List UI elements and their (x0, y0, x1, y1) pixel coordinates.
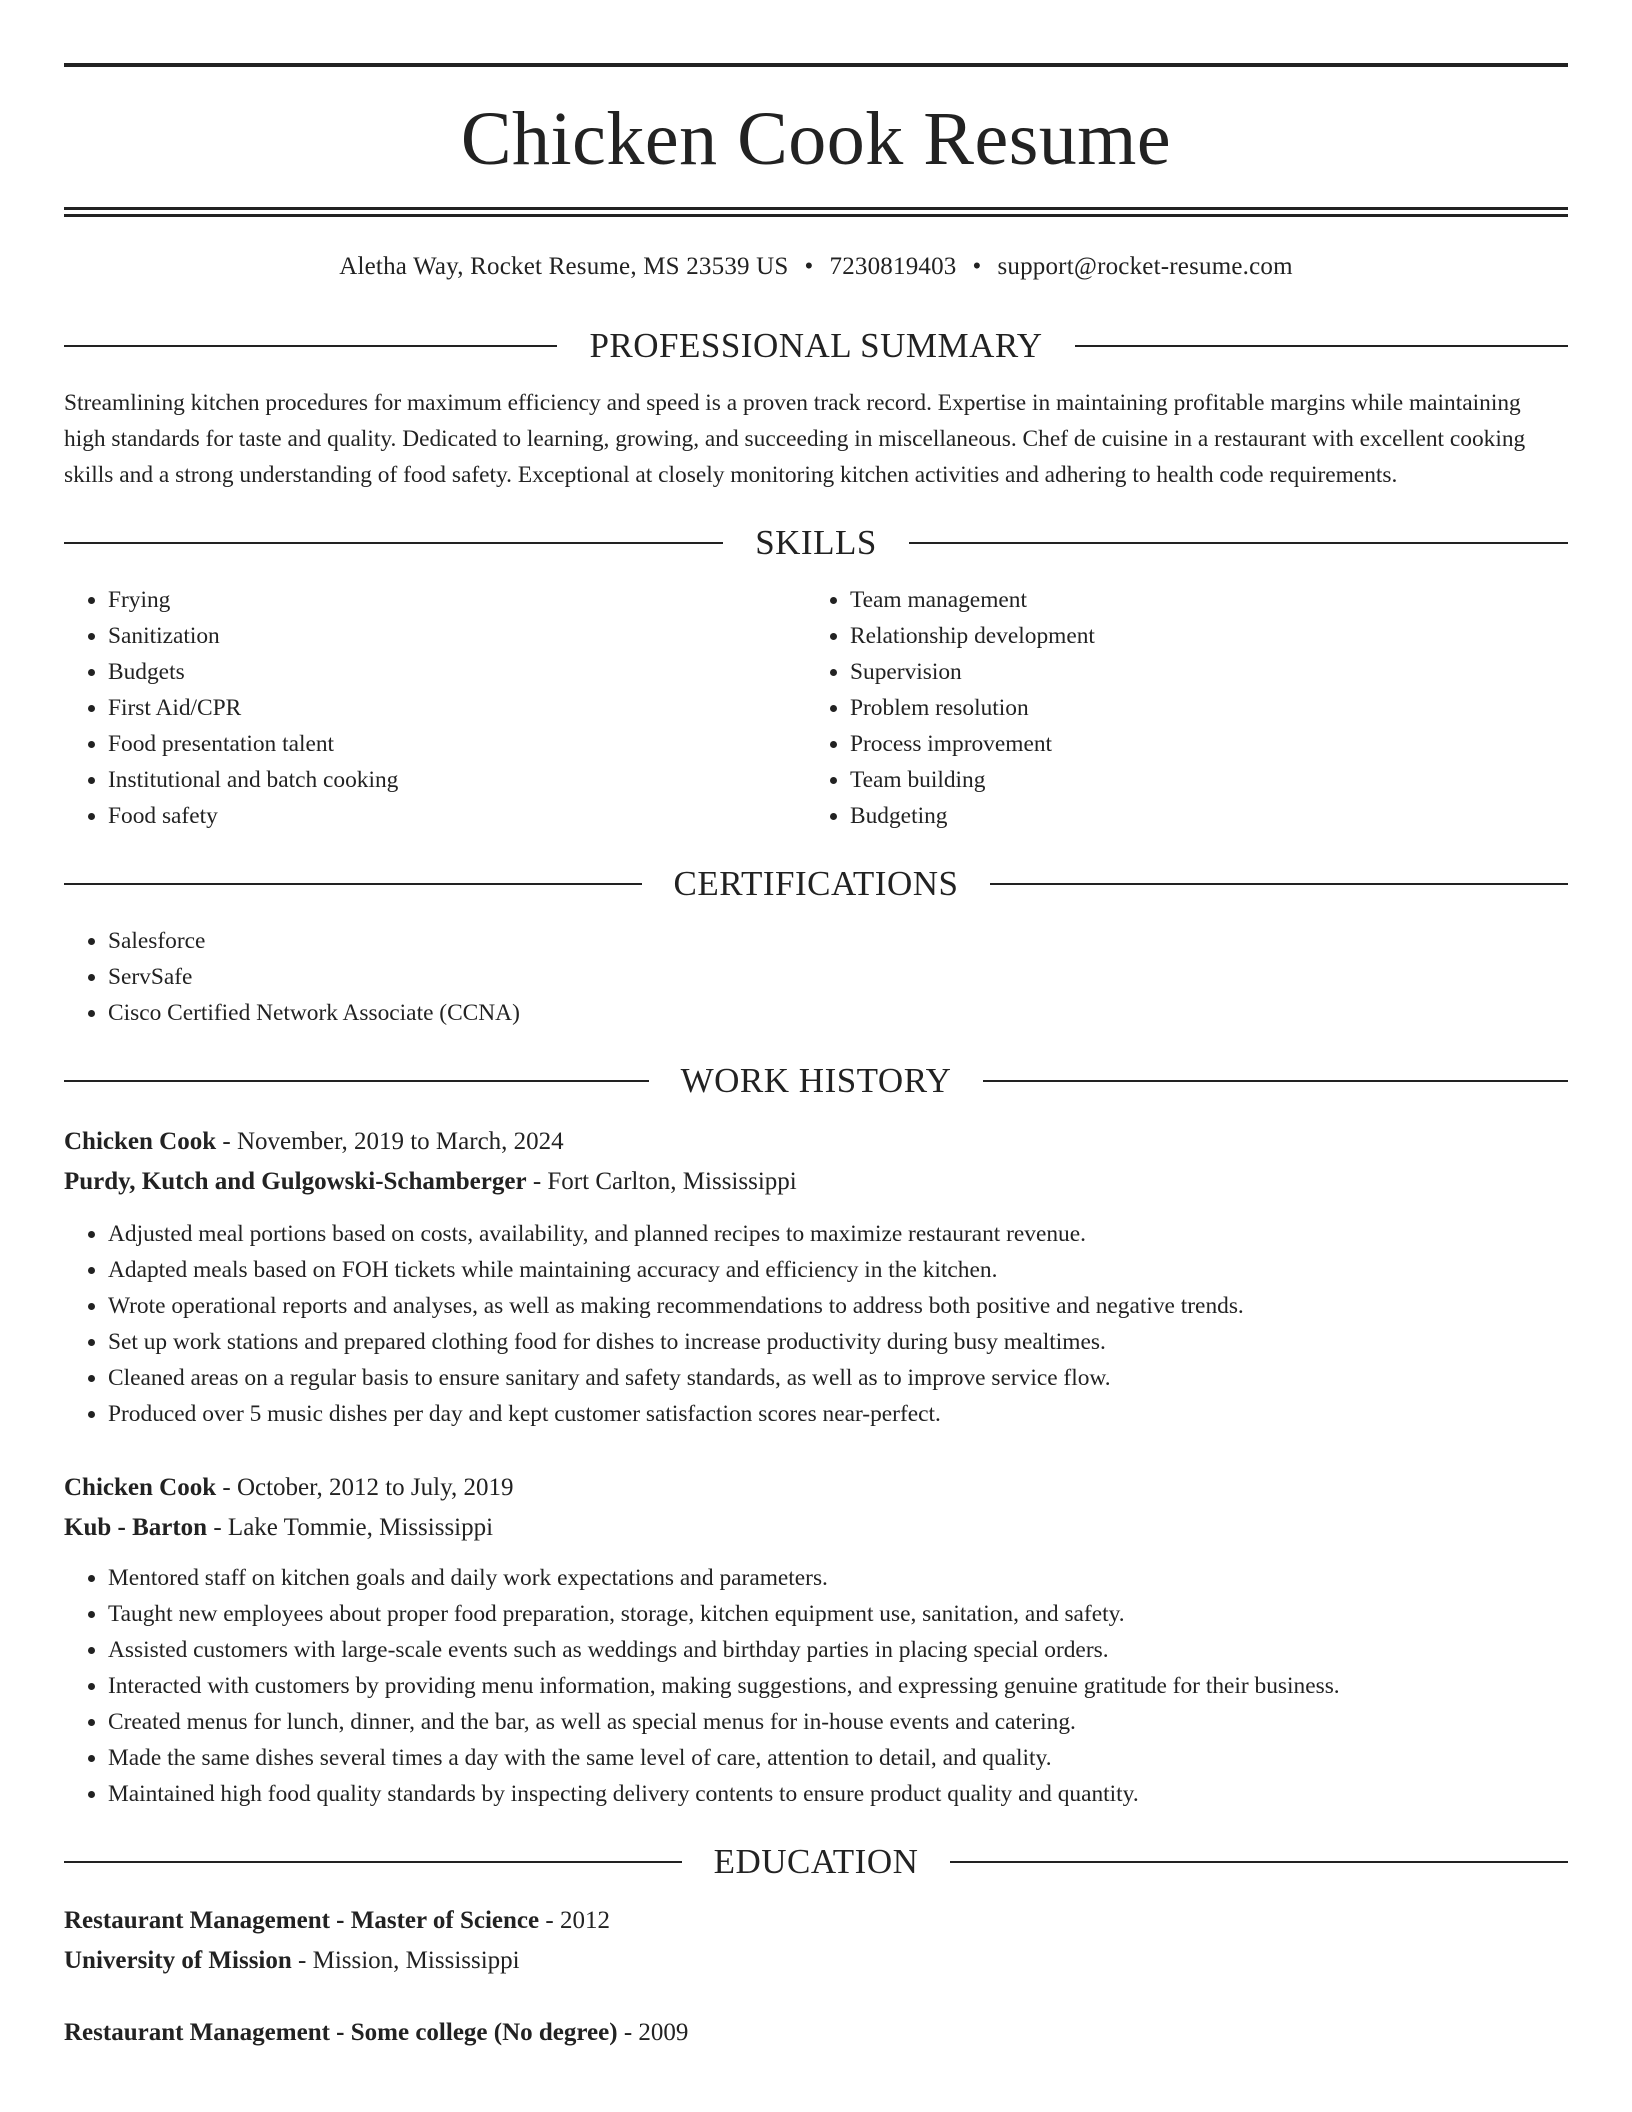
list-item: • ServSafe (108, 959, 1568, 995)
top-rule (64, 63, 1568, 67)
education-school: University of Mission (64, 1947, 292, 1974)
summary-text: Streamlining kitchen procedures for maximum efficiency and speed is a proven track record. Expertise in maintaining profitable margins while maintaining high standards for taste and quality. Dedicated to learning, growing, and succeeding in miscellaneous. Chef de cuisine in a restaurant with excellent cooking skills and a strong understanding of food safety. Exceptional at closely monitoring kitchen activities and adhering to health code requirements. (64, 390, 1526, 488)
section-title: CERTIFICATIONS (673, 864, 959, 903)
section-rule-right (1075, 345, 1568, 347)
education-year: - 2009 (617, 2019, 689, 2046)
list-item: • Maintained high food quality standards by inspecting delivery contents to ensure product quality and quantity. (108, 1776, 1568, 1812)
section-rule-left (64, 542, 723, 544)
job-bullets (64, 1216, 1568, 1432)
list-item: • Supervision (850, 654, 1548, 690)
job-company: Purdy, Kutch and Gulgowski-Schamberger (64, 1168, 527, 1195)
title-double-rule (64, 207, 1568, 217)
list-item: • Produced over 5 music dishes per day and kept customer satisfaction scores near-perfect. (108, 1396, 1568, 1432)
section-rule-right (983, 1080, 1568, 1082)
job-dates: - October, 2012 to July, 2019 (216, 1474, 514, 1501)
list-item: • Assisted customers with large-scale events such as weddings and birthday parties in placing special orders. (108, 1632, 1568, 1668)
section-rule-left (64, 345, 557, 347)
list-item: • Cisco Certified Network Associate (CCNA) (108, 995, 1568, 1031)
skills-grid (64, 582, 1568, 834)
section-header-skills (64, 525, 1568, 560)
education-degree-line (64, 1901, 1568, 1941)
job-title: Chicken Cook (64, 1474, 217, 1501)
certifications-list (64, 923, 1568, 1031)
section-title: PROFESSIONAL SUMMARY (589, 326, 1043, 365)
education-school-line (64, 1941, 1568, 1981)
job-company: Kub - Barton (64, 1514, 208, 1541)
section-header-education (64, 1844, 1568, 1879)
list-item: • Budgets (108, 654, 806, 690)
section-header-certifications (64, 866, 1568, 901)
list-item: • Created menus for lunch, dinner, and the bar, as well as special menus for in-house events and catering. (108, 1704, 1568, 1740)
list-item: • Cleaned areas on a regular basis to ensure sanitary and safety standards, as well as to improve service flow. (108, 1360, 1568, 1396)
list-item: • Problem resolution (850, 690, 1548, 726)
contact-separator: • (972, 253, 982, 280)
list-item: • Wrote operational reports and analyses, as well as making recommendations to address both positive and negative trends. (108, 1288, 1568, 1324)
job-location: - Fort Carlton, Mississippi (526, 1168, 797, 1195)
list-item: • Salesforce (108, 923, 1568, 959)
section-rule-left (64, 1861, 682, 1863)
resume-page (64, 63, 1568, 2053)
contact-line (64, 254, 1568, 279)
section-header-summary (64, 328, 1568, 363)
skills-list-right (806, 582, 1548, 834)
list-item: • Adapted meals based on FOH tickets while maintaining accuracy and efficiency in the kitchen. (108, 1252, 1568, 1288)
education-entry (64, 2013, 1568, 2053)
section-title: SKILLS (755, 523, 877, 562)
section-rule-right (990, 883, 1568, 885)
skills-column-right (806, 582, 1548, 834)
list-item: • Adjusted meal portions based on costs, availability, and planned recipes to maximize restaurant revenue. (108, 1216, 1568, 1252)
job-entry (64, 1122, 1568, 1432)
job-dates: - November, 2019 to March, 2024 (216, 1128, 564, 1155)
job-bullets (64, 1560, 1568, 1812)
list-item: • Institutional and batch cooking (108, 762, 806, 798)
skills-column-left (64, 582, 806, 834)
section-header-work-history (64, 1063, 1568, 1098)
job-company-line (64, 1162, 1568, 1202)
job-title-line (64, 1122, 1568, 1162)
contact-separator: • (804, 253, 814, 280)
list-item: • Interacted with customers by providing menu information, making suggestions, and expressing genuine gratitude for their business. (108, 1668, 1568, 1704)
education-location: - Mission, Mississippi (291, 1947, 520, 1974)
education-year: - 2012 (539, 1907, 610, 1934)
list-item: • Team management (850, 582, 1548, 618)
skills-list-left (64, 582, 806, 834)
section-rule-left (64, 883, 642, 885)
resume-title: Chicken Cook Resume (460, 97, 1172, 181)
education-degree-line (64, 2013, 1568, 2053)
job-entry (64, 1468, 1568, 1812)
job-company-line (64, 1508, 1568, 1548)
contact-email: support@rocket-resume.com (997, 253, 1293, 280)
list-item: • Frying (108, 582, 806, 618)
list-item: • Set up work stations and prepared clothing food for dishes to increase productivity during busy mealtimes. (108, 1324, 1568, 1360)
list-item: • Mentored staff on kitchen goals and daily work expectations and parameters. (108, 1560, 1568, 1596)
list-item: • Made the same dishes several times a day with the same level of care, attention to detail, and quality. (108, 1740, 1568, 1776)
list-item: • Process improvement (850, 726, 1548, 762)
contact-address: Aletha Way, Rocket Resume, MS 23539 US (339, 253, 789, 280)
job-title-line (64, 1468, 1568, 1508)
section-title: WORK HISTORY (680, 1061, 952, 1100)
list-item: • First Aid/CPR (108, 690, 806, 726)
education-degree: Restaurant Management - Master of Science (64, 1907, 540, 1934)
section-rule-left (64, 1080, 649, 1082)
list-item: • Food safety (108, 798, 806, 834)
list-item: • Budgeting (850, 798, 1548, 834)
section-title: EDUCATION (713, 1842, 919, 1881)
section-rule-right (950, 1861, 1568, 1863)
job-location: - Lake Tommie, Mississippi (207, 1514, 494, 1541)
job-title: Chicken Cook (64, 1128, 217, 1155)
education-degree: Restaurant Management - Some college (No degree) (64, 2019, 618, 2046)
list-item: • Sanitization (108, 618, 806, 654)
section-rule-right (909, 542, 1568, 544)
list-item: • Team building (850, 762, 1548, 798)
contact-phone: 7230819403 (829, 253, 957, 280)
list-item: • Food presentation talent (108, 726, 806, 762)
list-item: • Relationship development (850, 618, 1548, 654)
list-item: • Taught new employees about proper food preparation, storage, kitchen equipment use, sanitation, and safety. (108, 1596, 1568, 1632)
education-entry (64, 1901, 1568, 1981)
